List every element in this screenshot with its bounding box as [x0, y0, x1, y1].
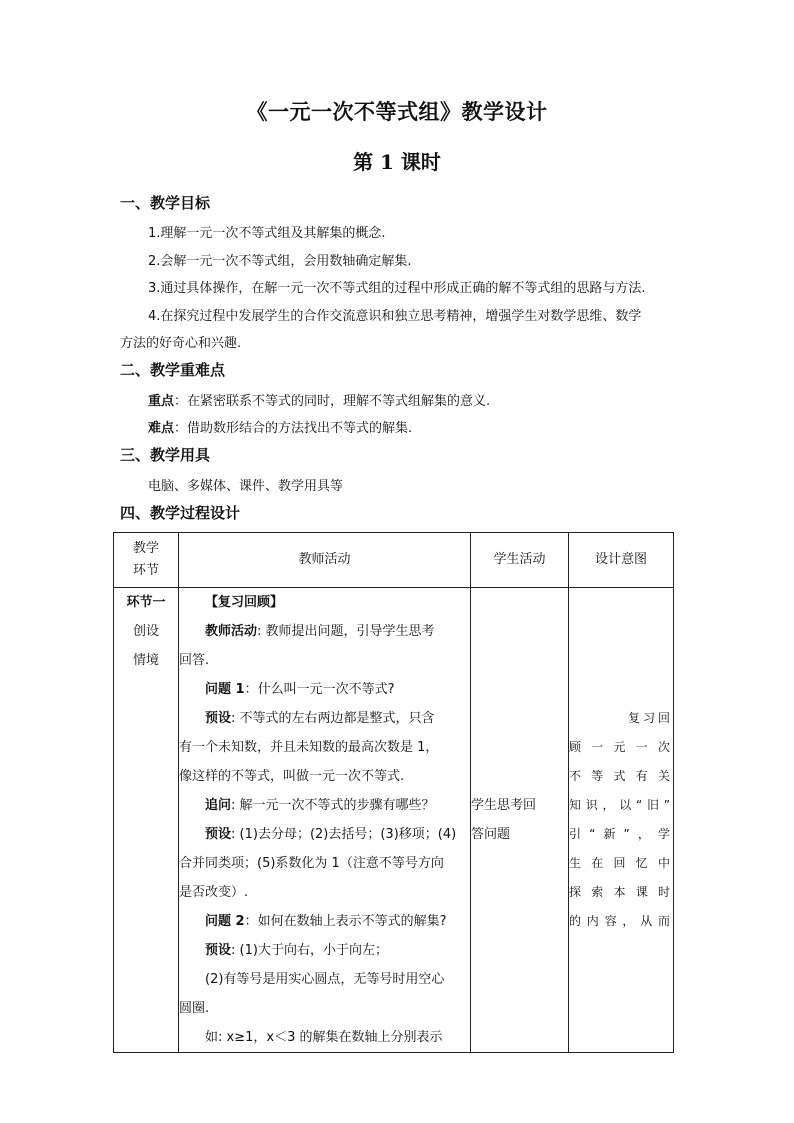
stage-label: 创设: [132, 624, 159, 639]
objective-item-continuation: 方法的好奇心和兴趣.: [120, 336, 242, 351]
table-header-row: [114, 533, 674, 588]
teacher-activity-text: 回答.: [179, 653, 210, 668]
difficult-point-text: ：借助数形结合的方法找出不等式的解集.: [174, 421, 413, 436]
objective-item: 3.通过具体操作，在解一元一次不等式组的过程中形成正确的解不等式组的思路与方法.: [148, 281, 646, 296]
student-activity-text: 学生思考回: [471, 798, 537, 813]
intent-text: 复习回: [627, 711, 673, 725]
stage-label: 情境: [132, 653, 159, 668]
student-activity-cell: [471, 588, 569, 1053]
header-stage-line: 教学: [132, 541, 159, 556]
objective-item: 4.在探究过程中发展学生的合作交流意识和独立思考精神，增强学生对数学思维、数学: [148, 309, 642, 324]
key-point-label: 重点: [148, 394, 175, 409]
preset-text: 是否改变）.: [179, 885, 249, 900]
header-stage-line: 环节: [132, 563, 159, 578]
teacher-activity-cell: [179, 588, 471, 1053]
key-point-text: ：在紧密联系不等式的同时，理解不等式组解集的意义.: [174, 394, 491, 409]
preset-label: 预设: [205, 943, 232, 958]
table-row: [114, 588, 674, 1053]
follow-up-text: : 解一元一次不等式的步骤有哪些？: [231, 798, 435, 813]
lesson-subtitle: 第 1 课时: [353, 150, 441, 174]
teacher-activity-label: 教师活动: [205, 624, 258, 639]
intent-text: 引“新”，学: [569, 827, 673, 841]
section-heading-process: 四、教学过程设计: [120, 504, 241, 522]
preset-text: 圆圈.: [179, 1001, 210, 1016]
intent-text: 顾一元一次: [569, 740, 673, 754]
preset-text: 有一个未知数，并且未知数的最高次数是 1，: [179, 740, 439, 755]
intent-text: 知识，以“旧”: [569, 798, 673, 812]
intent-text: 生在回忆中: [569, 856, 673, 870]
preset-label: 预设: [205, 711, 232, 726]
example-text: 如: x≥1，x＜3 的解集在数轴上分别表示: [205, 1030, 443, 1045]
preset-text: 像这样的不等式，叫做一元一次不等式.: [179, 769, 405, 784]
preset-text: : (1)大于向右，小于向左；: [231, 943, 388, 958]
student-activity-text: 答问题: [471, 827, 511, 842]
objective-item: 1.理解一元一次不等式组及其解集的概念.: [148, 226, 386, 241]
intent-text: 的内容，从而: [569, 914, 673, 928]
question-text: ：如何在数轴上表示不等式的解集?: [244, 914, 447, 929]
difficult-point-line: [148, 417, 412, 436]
preset-text: 合并同类项；(5)系数化为 1（注意不等号方向: [179, 856, 444, 871]
intent-text: 探索本课时: [569, 885, 673, 899]
header-intent: 设计意图: [569, 533, 674, 588]
teaching-process-table: [113, 532, 674, 1053]
preset-text: (2)有等号是用实心圆点，无等号时用空心: [205, 972, 445, 987]
preset-text: : (1)去分母；(2)去括号；(3)移项；(4): [231, 827, 457, 842]
stage-cell: [114, 588, 179, 1053]
design-intent-cell: [569, 588, 674, 1053]
header-stage: [114, 533, 179, 588]
header-teacher: 教师活动: [179, 533, 471, 588]
follow-up-label: 追问: [205, 798, 232, 813]
question-label: 问题 2: [205, 914, 245, 929]
question-label: 问题 1: [205, 682, 245, 697]
review-heading: 【复习回顾】: [205, 595, 284, 610]
preset-label: 预设: [205, 827, 232, 842]
difficult-point-label: 难点: [148, 421, 175, 436]
question-text: ：什么叫一元一次不等式?: [244, 682, 395, 697]
document-title: 《一元一次不等式组》教学设计: [246, 99, 548, 124]
objective-item: 2.会解一元一次不等式组，会用数轴确定解集.: [148, 254, 412, 269]
section-heading-tools: 三、教学用具: [120, 446, 211, 464]
section-heading-objectives: 一、教学目标: [120, 194, 211, 212]
stage-label: 环节一: [126, 595, 166, 610]
teacher-activity-text: : 教师提出问题，引导学生思考: [257, 624, 435, 639]
preset-text: : 不等式的左右两边都是整式，只含: [231, 711, 435, 726]
tools-text: 电脑、多媒体、课件、教学用具等: [148, 479, 344, 494]
section-heading-key-points: 二、教学重难点: [120, 361, 226, 379]
key-point-line: [148, 390, 490, 409]
header-student: 学生活动: [471, 533, 569, 588]
intent-text: 不等式有关: [569, 769, 673, 783]
